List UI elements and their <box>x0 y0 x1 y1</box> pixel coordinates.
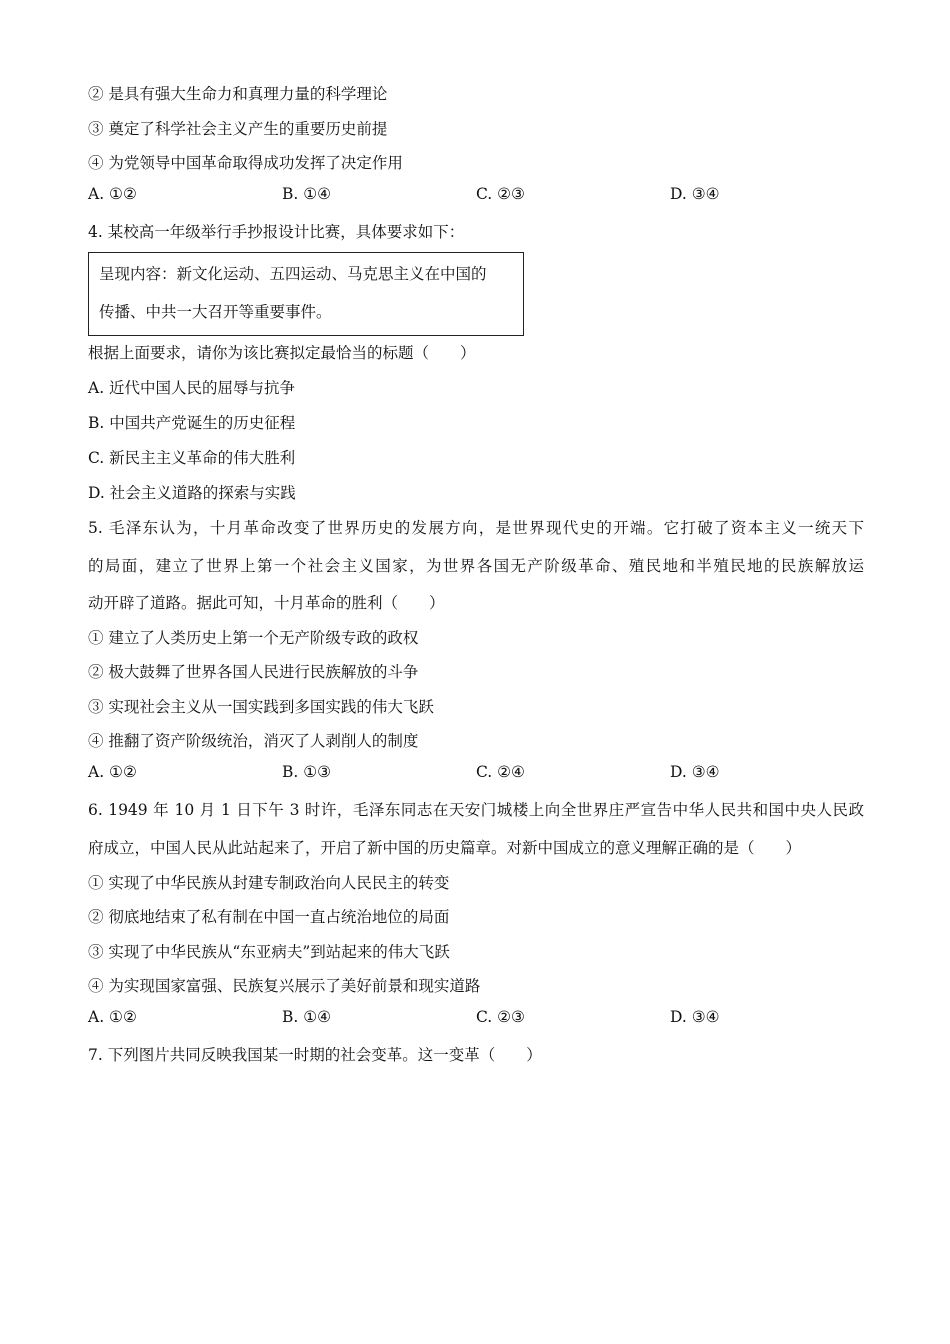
q5-stem-line-3: 动开辟了道路。据此可知，十月革命的胜利（ ） <box>88 594 445 612</box>
q4-requirement-box <box>88 252 524 336</box>
q6-stem-line-1: 6. 1949 年 10 月 1 日下午 3 时许，毛泽东同志在天安门城楼上向全世界庄严宣告中华人民共和国中央人民政 <box>88 801 864 819</box>
q4-option-d[interactable]: D. 社会主义道路的探索与实践 <box>88 484 296 502</box>
q6-option-a[interactable]: A. ①② <box>88 1008 137 1026</box>
q6-options <box>88 1008 864 1030</box>
q6-item-1: ① 实现了中华民族从封建专制政治向人民民主的转变 <box>88 874 450 892</box>
q4-box-line-2: 传播、中共一大召开等重要事件。 <box>99 303 332 321</box>
q6-item-3: ③ 实现了中华民族从“东亚病夫”到站起来的伟大飞跃 <box>88 943 450 961</box>
q5-options <box>88 763 864 785</box>
q5-item-1: ① 建立了人类历史上第一个无产阶级专政的政权 <box>88 629 419 647</box>
q3-options <box>88 185 864 207</box>
q3-option-a[interactable]: A. ①② <box>88 185 137 203</box>
q5-stem-line-1: 5. 毛泽东认为，十月革命改变了世界历史的发展方向，是世界现代史的开端。它打破了资本主义一统天下 <box>88 519 864 537</box>
q6-option-d[interactable]: D. ③④ <box>670 1008 720 1026</box>
q6-item-2: ② 彻底地结束了私有制在中国一直占统治地位的局面 <box>88 908 450 926</box>
q4-option-b[interactable]: B. 中国共产党诞生的历史征程 <box>88 414 296 432</box>
q4-stem: 4. 某校高一年级举行手抄报设计比赛，具体要求如下： <box>88 223 465 241</box>
q4-option-a[interactable]: A. 近代中国人民的屈辱与抗争 <box>88 379 296 397</box>
q3-option-c[interactable]: C. ②③ <box>476 185 525 203</box>
q3-item-3: ③ 奠定了科学社会主义产生的重要历史前提 <box>88 120 388 138</box>
q6-option-b[interactable]: B. ①④ <box>282 1008 332 1026</box>
q5-item-4: ④ 推翻了资产阶级统治，消灭了人剥削人的制度 <box>88 732 419 750</box>
q5-option-b[interactable]: B. ①③ <box>282 763 332 781</box>
q3-item-2: ② 是具有强大生命力和真理力量的科学理论 <box>88 85 388 103</box>
q5-option-c[interactable]: C. ②④ <box>476 763 525 781</box>
q6-option-c[interactable]: C. ②③ <box>476 1008 525 1026</box>
q6-item-4: ④ 为实现国家富强、民族复兴展示了美好前景和现实道路 <box>88 977 481 995</box>
q4-question: 根据上面要求，请你为该比赛拟定最恰当的标题（ ） <box>88 344 476 362</box>
q3-option-d[interactable]: D. ③④ <box>670 185 720 203</box>
q5-option-d[interactable]: D. ③④ <box>670 763 720 781</box>
q3-option-b[interactable]: B. ①④ <box>282 185 332 203</box>
q7-stem: 7. 下列图片共同反映我国某一时期的社会变革。这一变革（ ） <box>88 1046 542 1064</box>
q5-stem-line-2: 的局面，建立了世界上第一个社会主义国家，为世界各国无产阶级革命、殖民地和半殖民地的民族解放运 <box>88 557 864 575</box>
q4-box-line-1: 呈现内容：新文化运动、五四运动、马克思主义在中国的 <box>99 265 487 283</box>
q5-item-3: ③ 实现社会主义从一国实践到多国实践的伟大飞跃 <box>88 698 434 716</box>
q5-item-2: ② 极大鼓舞了世界各国人民进行民族解放的斗争 <box>88 663 419 681</box>
q3-item-4: ④ 为党领导中国革命取得成功发挥了决定作用 <box>88 154 403 172</box>
q4-option-c[interactable]: C. 新民主主义革命的伟大胜利 <box>88 449 296 467</box>
q6-stem-line-2: 府成立，中国人民从此站起来了，开启了新中国的历史篇章。对新中国成立的意义理解正确的是（ ） <box>88 839 802 857</box>
q5-option-a[interactable]: A. ①② <box>88 763 137 781</box>
